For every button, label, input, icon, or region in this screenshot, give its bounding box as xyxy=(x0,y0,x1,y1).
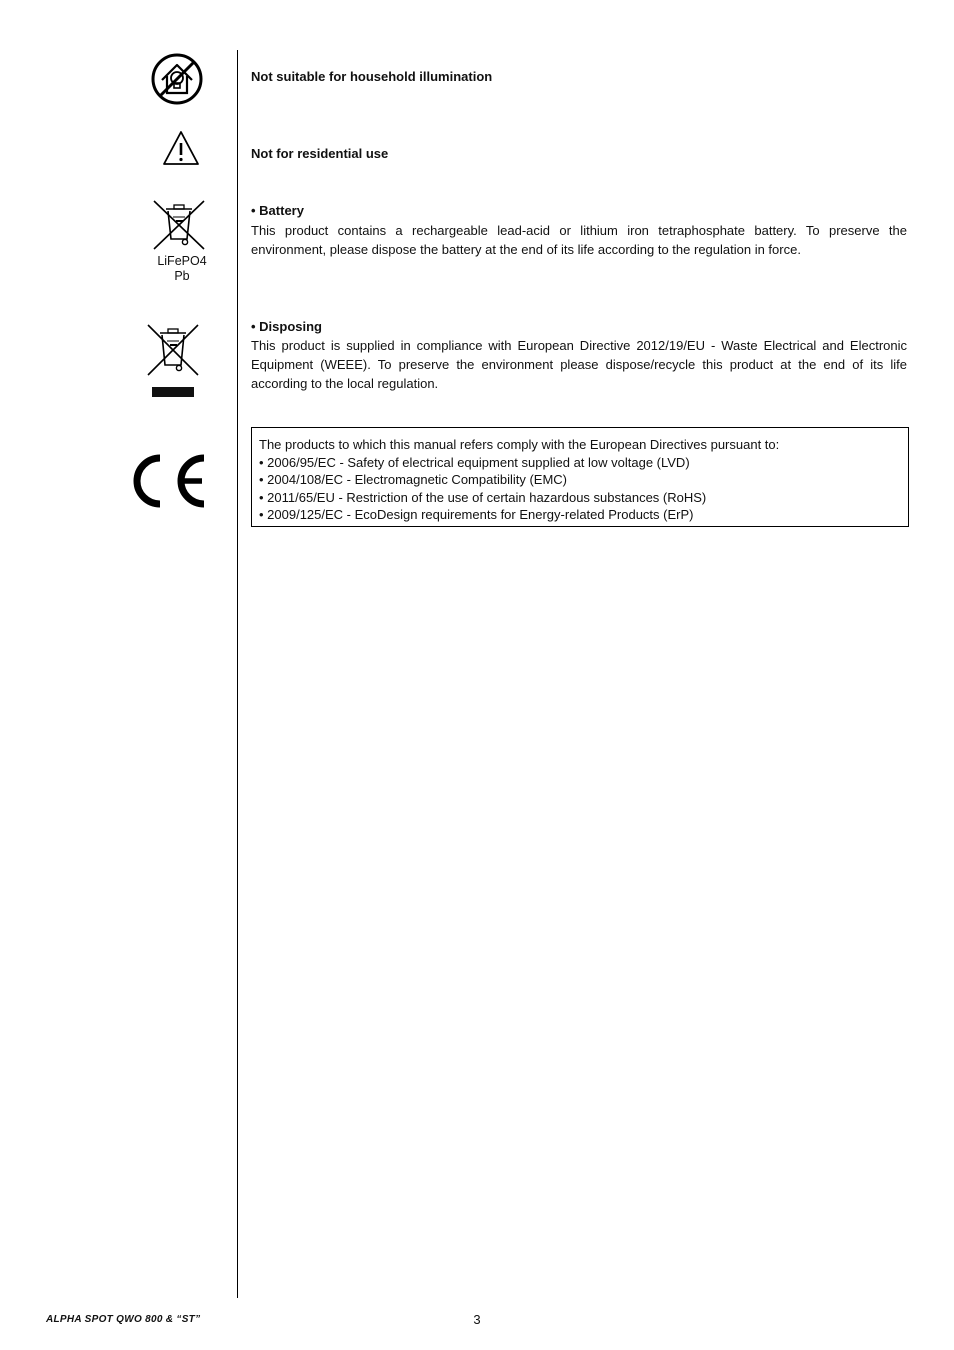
page-number: 3 xyxy=(473,1312,481,1327)
ce-directive-erp: • 2009/125/EC - EcoDesign requirements for Energy-related Products (ErP) xyxy=(259,507,694,523)
ce-directive-rohs: • 2011/65/EU - Restriction of the use of certain hazardous substances (RoHS) xyxy=(259,489,707,505)
household-text: Not suitable for household illumination xyxy=(251,69,493,84)
column-divider xyxy=(237,50,238,1298)
ce-directive-lvd: • 2006/95/EC - Safety of electrical equipment supplied at low voltage (LVD) xyxy=(259,454,690,470)
warning-icon xyxy=(162,129,200,167)
ce-compliance-box xyxy=(251,427,909,527)
ce-intro: The products to which this manual refers comply with the European Directives pursuant to: xyxy=(259,437,780,452)
disposing-title: • Disposing xyxy=(251,319,322,334)
ce-directive-emc: • 2004/108/EC - Electromagnetic Compatibility (EMC) xyxy=(259,472,568,488)
weee-bin-icon xyxy=(146,323,200,399)
ce-mark-icon xyxy=(130,452,208,510)
footer-product-name: ALPHA SPOT QWO 800 & “ST” xyxy=(46,1314,201,1325)
crossed-bin-icon xyxy=(152,199,206,251)
no-household-icon xyxy=(150,52,204,106)
battery-body: This product contains a rechargeable lead-acid or lithium iron tetraphosphate battery. To preserve the environment, please dispose the battery at the end of its life according to the regulation in force. xyxy=(251,223,907,257)
residential-text: Not for residential use xyxy=(251,146,389,161)
battery-chemistry-label-pb: Pb xyxy=(174,269,190,283)
battery-title: • Battery xyxy=(251,203,304,218)
disposing-body: This product is supplied in compliance with European Directive 2012/19/EU - Waste Electrical and Electronic Equipment (WEEE). To preserve the environment please dispose/recycle this product at the end of its life according to the local regulation. xyxy=(251,338,907,391)
battery-chemistry-label-lifepo4: LiFePO4 xyxy=(157,254,207,268)
